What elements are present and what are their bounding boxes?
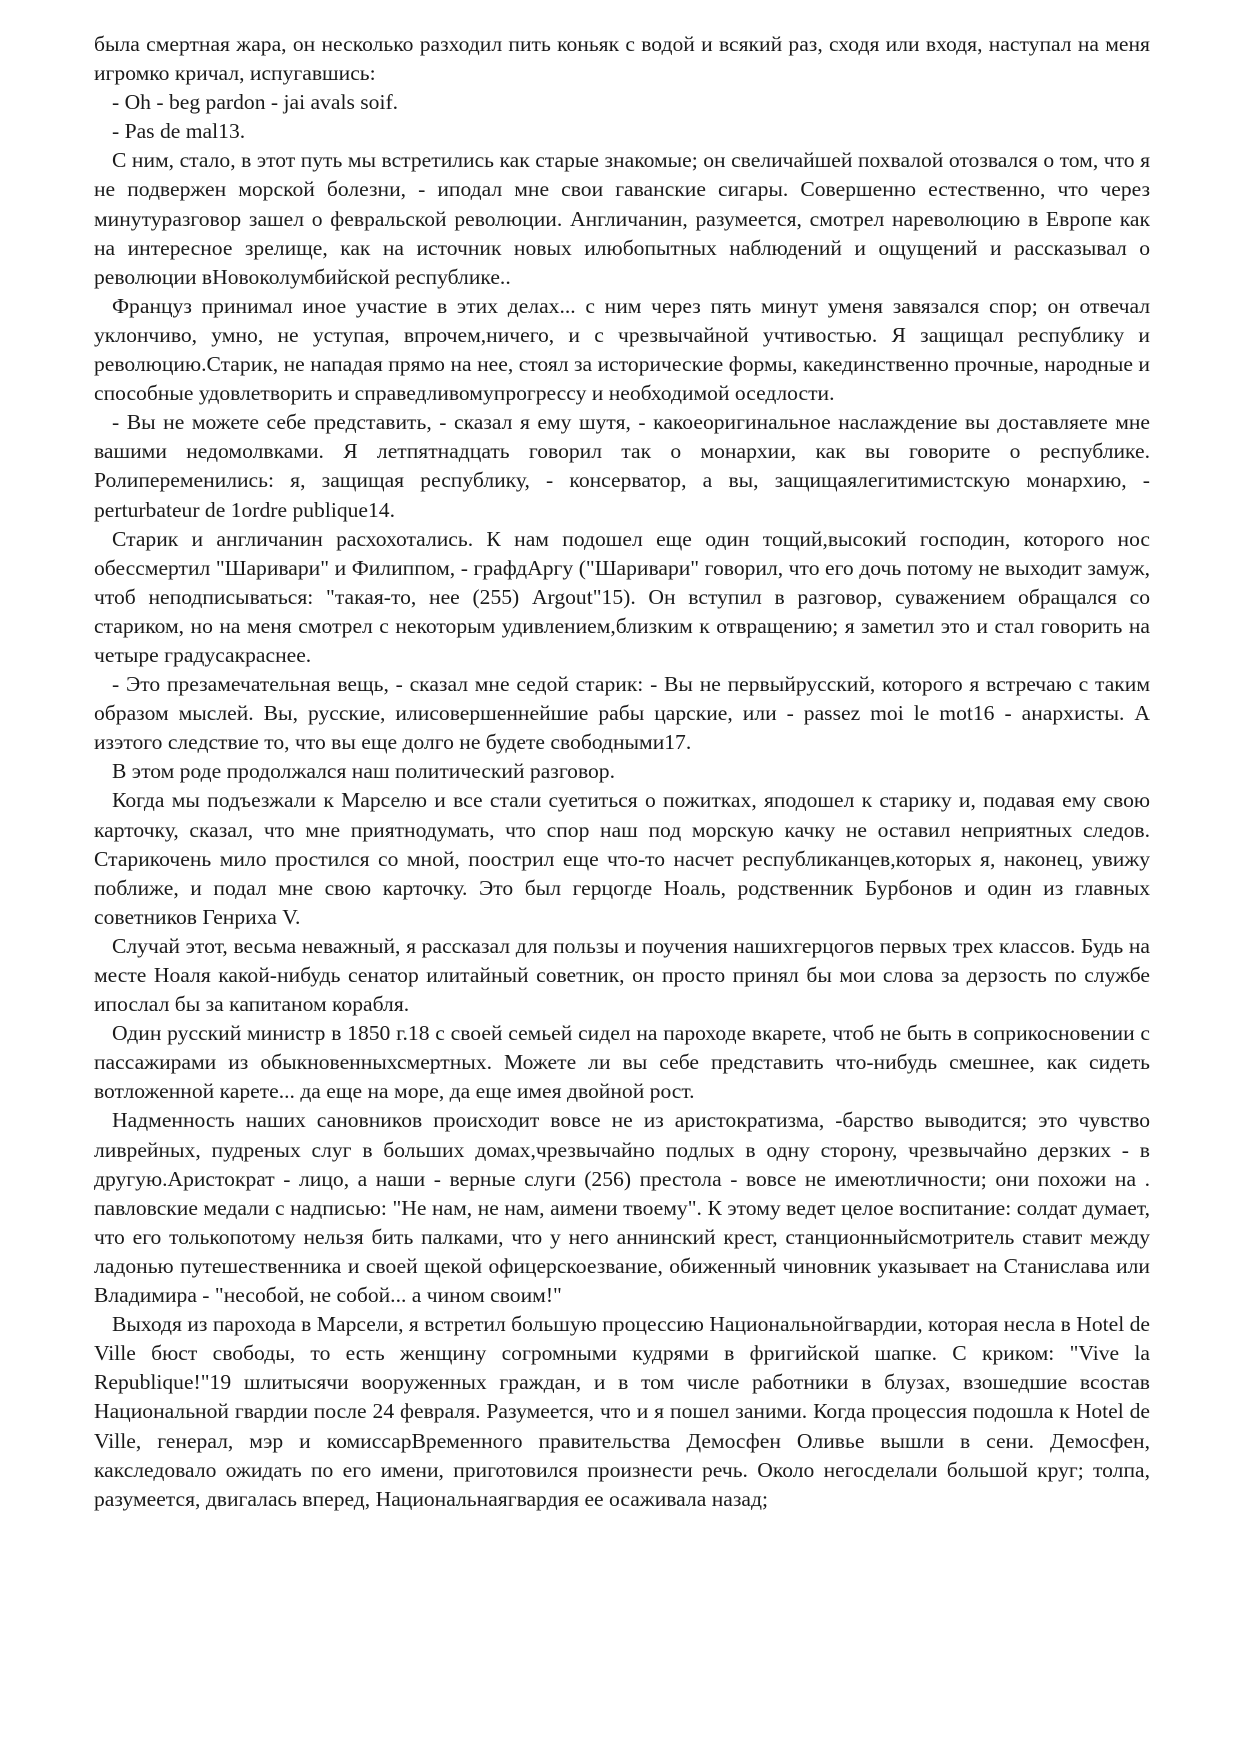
paragraph-continuation: была смертная жара, он несколько разходил пить коньяк с водой и всякий раз, сходя или входя, наступал на меня игромко кричал, испугавшись: (94, 32, 1150, 86)
paragraph: Случай этот, весьма неважный, я рассказал для пользы и поучения нашихгерцогов первых трех классов. Будь на месте Ноаля какой-нибудь сенатор илитайный советник, он просто принял бы мои слова за дерзость по службе ипослал бы за капитаном корабля. (94, 933, 1150, 1017)
paragraph: Надменность наших сановников происходит вовсе не из аристократизма, -барство выводится; это чувство ливрейных, пудреных слуг в больших домах,чрезвычайно подлых в одну сторону, чрезвычайно дерзких - в другую.Аристократ - лицо, а наши - верные слуги (256) престола - вовсе не имеютличности; они похожи на . павловские медали с надписью: "Не нам, не нам, аимени твоему". К этому ведет целое воспитание: солдат думает, что его толькопотому нельзя бить палками, что у него аннинский крест, станционныйсмотритель ставит между ладонью путешественника и своей щекой офицерскоезвание, обиженный чиновник указывает на Станислава или Владимира - "несобой, не собой... а чином своим!" (94, 1108, 1150, 1308)
paragraph: С ним, стало, в этот путь мы встретились как старые знакомые; он свеличайшей похвалой отозвался о том, что я не подвержен морской болезни, - иподал мне свои гаванские сигары. Совершенно естественно, что через минутуразговор зашел о февральской революции. Англичанин, разумеется, смотрел нареволюцию в Европе как на интересное зрелище, как на источник новых илюбопытных наблюдений и ощущений и рассказывал о революции вНовоколумбийской республике.. (94, 148, 1150, 289)
paragraph: Когда мы подъезжали к Марселю и все стали суетиться о пожитках, яподошел к старику и, подавая ему свою карточку, сказал, что мне приятнодумать, что спор наш под морскую качку не оставил неприятных следов. Старикочень мило простился со мной, поострил еще что-то насчет республиканцев,которых я, наконец, увижу поближе, и подал мне свою карточку. Это был герцогде Ноаль, родственник Бурбонов и один из главных советников Генриха V. (94, 788, 1150, 929)
paragraph-dialogue-french: - Pas de mal13. (112, 119, 246, 144)
paragraph: - Это презамечательная вещь, - сказал мне седой старик: - Вы не первыйрусский, которого я встречаю с таким образом мыслей. Вы, русские, илисовершеннейшие рабы царские, или - passez moi le mot16 - анархисты. А изэтого следствие то, что вы еще долго не будете свободными17. (94, 672, 1150, 755)
paragraph: В этом роде продолжался наш политический разговор. (112, 759, 615, 784)
paragraph: Выходя из парохода в Марсели, я встретил большую процессию Национальнойгвардии, которая несла в Hotel de Ville бюст свободы, то есть женщину согромными кудрями в фригийской шапке. С криком: "Vive la Republique!"19 шлитысячи вооруженных граждан, и в том числе работники в блузах, взошедшие всостав Национальной гвардии после 24 февраля. Разумеется, что и я пошел заними. Когда процессия подошла к Hotel de Ville, генерал, мэр и комиссарВременного правительства Демосфен Оливье вышли в сени. Демосфен, какследовало ожидать по его имени, приготовился произнести речь. Около негосделали большой круг; толпа, разумеется, двигалась вперед, Национальнаягвардия ее осаживала назад; (94, 1312, 1150, 1511)
paragraph: Француз принимал иное участие в этих делах... с ним через пять минут уменя завязался спор; он отвечал уклончиво, умно, не уступая, впрочем,ничего, и с чрезвычайной учтивостью. Я защищал республику и революцию.Старик, не нападая прямо на нее, стоял за исторические формы, какединственно прочные, народные и способные удовлетворить и справедливомупрогрессу и необходимой оседлости. (94, 293, 1150, 406)
paragraph: - Вы не можете себе представить, - сказал я ему шутя, - какоеоригинальное наслаждение вы доставляете мне вашими недомолвками. Я летпятнадцать говорил так о монархии, как вы говорите о республике. Ролипеременились: я, защищая республику, - консерватор, а вы, защищаялегитимистскую монархию, - perturbateur de 1ordre publique14. (94, 410, 1150, 522)
document-page (94, 30, 1150, 1740)
paragraph-dialogue-english: - Oh - beg pardon - jai avals soif. (112, 90, 399, 115)
paragraph: Старик и англичанин расхохотались. К нам подошел еще один тощий,высокий господин, которого нос обессмертил "Шаривари" и Филиппом, - графдАргу ("Шаривари" говорил, что его дочь потому не выходит замуж, чтоб неподписываться: "такая-то, нее (255) Argout"15). Он вступил в разговор, суважением обращался со стариком, но на меня смотрел с некоторым удивлением,близким к отвращению; я заметил это и стал говорить на четыре градусакраснее. (94, 526, 1150, 667)
paragraph: Один русский министр в 1850 г.18 с своей семьей сидел на пароходе вкарете, чтоб не быть в соприкосновении с пассажирами из обыкновенныхсмертных. Можете ли вы себе представить что-нибудь смешнее, как сидеть вотложенной карете... да еще на море, да еще имея двойной рост. (94, 1021, 1150, 1104)
